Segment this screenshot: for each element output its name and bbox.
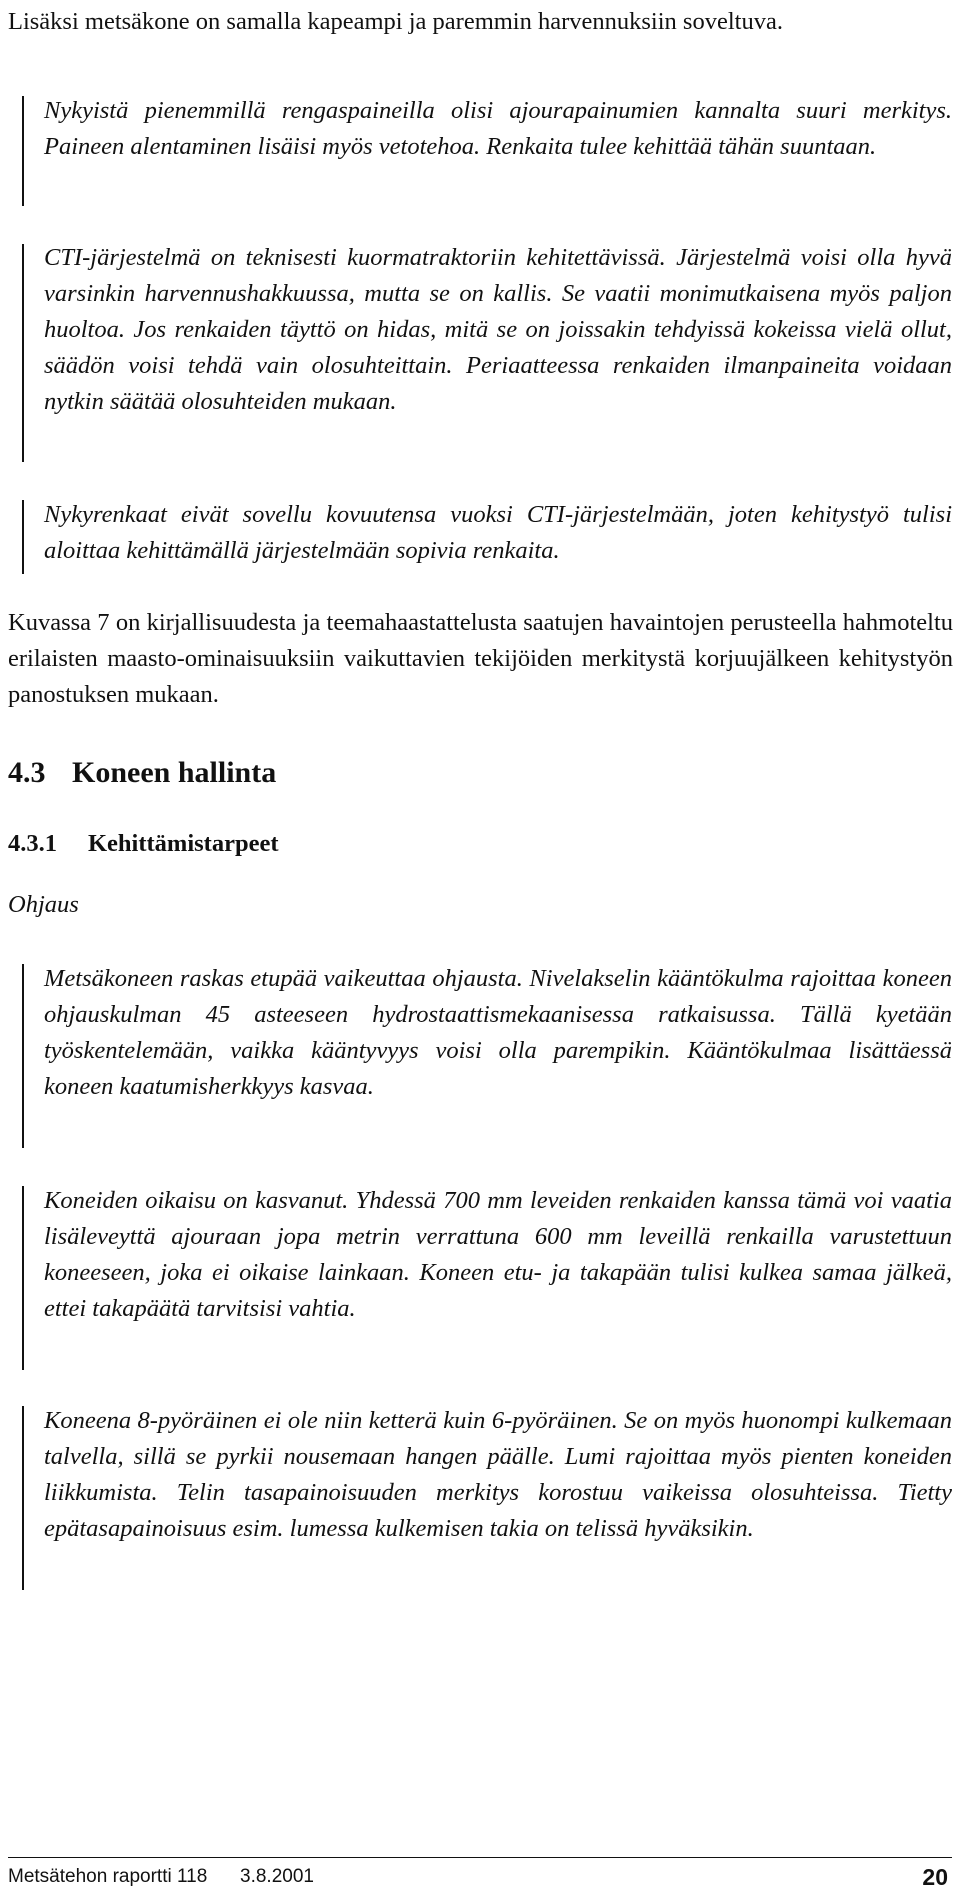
quote-paragraph: Nykyrenkaat eivät sovellu kovuutensa vuoksi CTI-järjestelmään, joten kehitystyö tulisi aloittaa kehittämällä järjestelmään sopivia renkaita. xyxy=(44,501,952,564)
footer-report-title: Metsätehon raportti 118 xyxy=(8,1866,208,1887)
margin-bar xyxy=(22,500,24,574)
footer-date: 3.8.2001 xyxy=(240,1866,314,1887)
quote-paragraph: Koneena 8-pyöräinen ei ole niin ketterä kuin 6-pyöräinen. Se on myös huonompi kulkemaan talvella, sillä se pyrkii nousemaan hangen päälle. Lumi rajoittaa myös pienten koneiden liikkumista. Telin tasapainoisuuden merkitys korostuu vaikeissa olosuhteissa. Tietty epätasapainoisuus esim. lumessa kulkemisen takia on telissä hyväksikin. xyxy=(44,1407,952,1542)
margin-bar xyxy=(22,244,24,462)
quote-paragraph: CTI-järjestelmä on teknisesti kuormatraktoriin kehitettävissä. Järjestelmä voisi olla hyvä varsinkin harvennushakkuussa, mutta se on kallis. Se vaatii monimutkaisena myös paljon huoltoa. Jos renkaiden täyttö on hidas, mitä se on joissakin tehdyissä kokeissa vielä ollut, säädön voisi tehdä vain olosuhteittain. Periaatteessa renkaiden ilmanpaineita voidaan nytkin säätää olosuhteiden mukaan. xyxy=(44,244,952,415)
section-number: 4.3 xyxy=(8,756,46,789)
paragraph-intro: Lisäksi metsäkone on samalla kapeampi ja paremmin harvennuksiin soveltuva. xyxy=(8,8,783,35)
footer-rule xyxy=(8,1857,952,1858)
margin-bar xyxy=(22,1406,24,1590)
body-paragraph: Kuvassa 7 on kirjallisuudesta ja teemahaastattelusta saatujen havaintojen perusteella hahmoteltu erilaisten maasto-ominaisuuksiin vaikuttavien tekijöiden merkitystä korjuujälkeen kehitystyön panostuksen mukaan. xyxy=(8,609,953,708)
subsection-heading xyxy=(8,826,279,862)
page-number: 20 xyxy=(922,1864,948,1890)
quote-paragraph: Metsäkoneen raskas etupää vaikeuttaa ohjausta. Nivelakselin kääntökulma rajoittaa koneen ohjauskulman 45 asteeseen hydrostaattismekaanisessa ratkaisussa. Tällä kyetään työskentelemään, vaikka kääntyvyys voisi olla parempikin. Kääntökulmaa lisättäessä koneen kaatumisherkkyys kasvaa. xyxy=(44,965,952,1100)
section-title: Koneen hallinta xyxy=(72,756,277,789)
quote-paragraph: Koneiden oikaisu on kasvanut. Yhdessä 700 mm leveiden renkaiden kanssa tämä voi vaatia lisäleveyttä ajouraan jopa metrin verrattuna 600 mm leveillä renkailla varustettuun koneeseen, joka ei oikaise lainkaan. Koneen etu- ja takapään tulisi kulkea samaa jälkeä, ettei takapäätä tarvitsisi vahtia. xyxy=(44,1187,952,1322)
margin-bar xyxy=(22,1186,24,1370)
page-footer xyxy=(8,1862,952,1892)
quote-paragraph: Nykyistä pienemmillä rengaspaineilla olisi ajourapainumien kannalta suuri merkitys. Paineen alentaminen lisäisi myös vetotehoa. Renkaita tulee kehittää tähän suuntaan. xyxy=(44,97,952,160)
section-heading xyxy=(8,753,276,793)
subheading-ohjaus: Ohjaus xyxy=(8,891,79,918)
subsection-number: 4.3.1 xyxy=(8,830,57,857)
margin-bar xyxy=(22,96,24,206)
subsection-title: Kehittämistarpeet xyxy=(88,830,279,857)
margin-bar xyxy=(22,964,24,1148)
